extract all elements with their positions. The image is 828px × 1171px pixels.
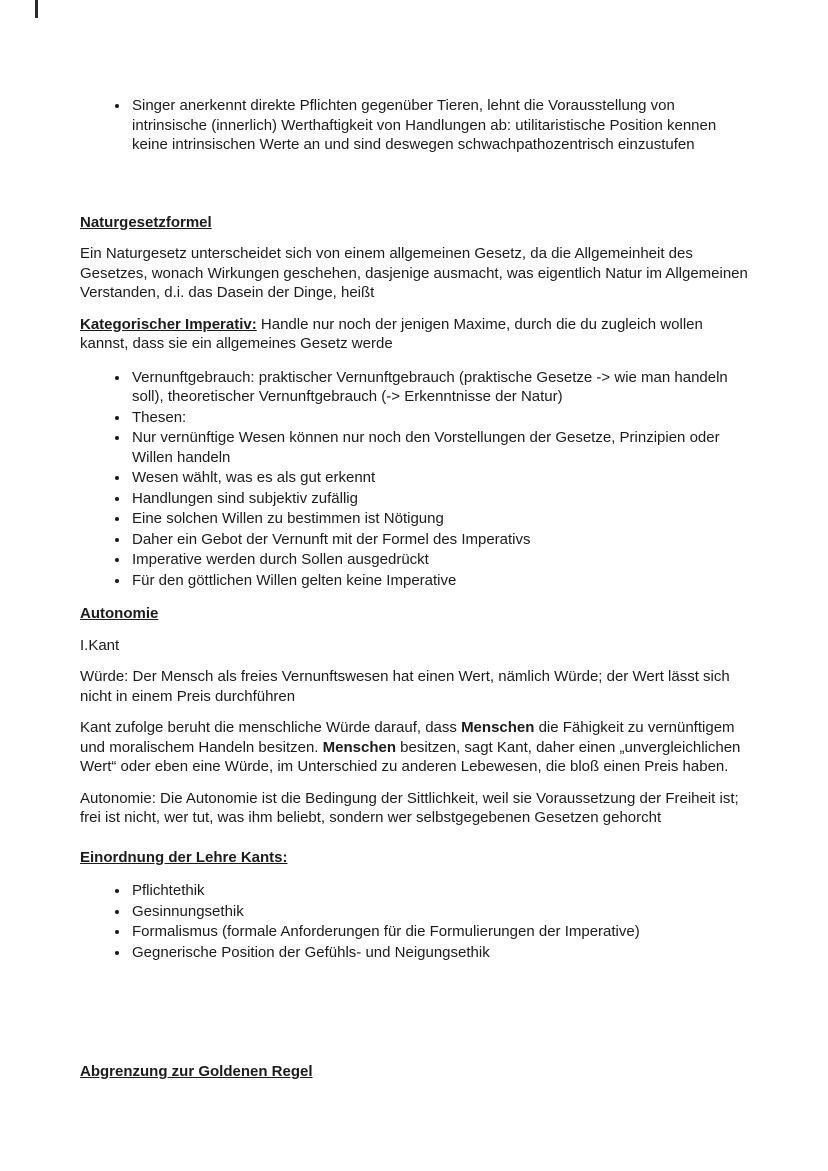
list-item: • Gegnerische Position der Gefühls- und Neigungsethik [130,943,748,963]
autonomie-author: I.Kant [80,636,120,654]
kant-zufolge-bold1: Menschen [461,719,535,736]
einordnung-bullet-list [80,881,748,962]
list-item: • Nur vernünftige Wesen können nur noch den Vorstellungen der Gesetze, Prinzipien oder Willen handeln [130,428,748,467]
list-item: • Formalismus (formale Anforderungen für die Formulierungen der Imperative) [130,922,748,942]
kategorischer-imperativ-label: Kategorischer Imperativ: [80,315,257,333]
kant-zufolge-seg2: die Fähigkeit zu vernünftigem und moralischem Handeln besitzen. [80,719,735,756]
kant-zufolge-seg3: besitzen, sagt Kant, daher einen „unvergleichlichen Wert“ oder eben eine Würde, im Unterschied zu anderen Lebewesen, die bloß einen Preis haben. [80,738,741,775]
kant-zufolge-seg1: Kant zufolge beruht die menschliche Würde darauf, dass [80,719,462,736]
list-item: • Imperative werden durch Sollen ausgedrückt [130,550,748,570]
naturgesetz-paragraph: Ein Naturgesetz unterscheidet sich von einem allgemeinen Gesetz, da die Allgemeinheit des Gesetzes, wonach Wirkungen geschehen, dasjenige ausmacht, was eigentlich Natur im Allgemeinen Verstanden, d.i. das Dasein der Dinge, heißt [80,245,748,301]
autonomie-paragraph: Autonomie: Die Autonomie ist die Bedingung der Sittlichkeit, weil sie Voraussetzung der Freiheit ist; frei ist nicht, wer tut, was ihm beliebt, sondern wer selbstgegebenen Gesetzen gehorcht [80,789,739,826]
section-heading-naturgesetzformel: Naturgesetzformel [80,213,212,231]
list-item: • Thesen: [130,408,748,428]
list-item: • Pflichtethik [130,881,748,901]
section-heading-autonomie: Autonomie [80,605,159,622]
kant-zufolge-paragraph [80,718,748,777]
list-item: • Für den göttlichen Willen gelten keine Imperative [130,571,748,591]
scan-edge-artifact [35,0,38,18]
list-item: • Gesinnungsethik [130,902,748,922]
wuerde-paragraph: Würde: Der Mensch als freies Vernunftswesen hat einen Wert, nämlich Würde; der Wert lässt sich nicht in einem Preis durchführen [80,668,730,705]
list-item: • Wesen wählt, was es als gut erkennt [130,468,748,488]
kategorischer-imperativ-text: Handle nur noch der jenigen Maxime, durch die du zugleich wollen kannst, dass sie ein allgemeines Gesetz werde [80,315,703,352]
list-item: • Vernunftgebrauch: praktischer Vernunftgebrauch (praktische Gesetze -> wie man handeln soll), theoretischer Vernunftgebrauch (-> Erkenntnisse der Natur) [130,368,748,407]
kant-zufolge-bold2: Menschen [322,738,396,756]
section-heading-einordnung: Einordnung der Lehre Kants: [80,848,288,866]
kategorischer-imperativ-bullet-list [80,368,748,591]
list-item: • Eine solchen Willen zu bestimmen ist Nötigung [130,509,748,529]
kategorischer-imperativ-paragraph [80,315,748,354]
list-item: • Daher ein Gebot der Vernunft mit der Formel des Imperativs [130,530,748,550]
intro-bullet-list [80,96,748,155]
list-item: • Singer anerkennt direkte Pflichten gegenüber Tieren, lehnt die Vorausstellung von intrinsische (innerlich) Werthaftigkeit von Handlungen ab: utilitaristische Position kennen keine intrinsischen Werte an und sind deswegen schwachpathozentrisch einzustufen [130,96,748,155]
section-heading-abgrenzung: Abgrenzung zur Goldenen Regel [80,1063,313,1080]
list-item: • Handlungen sind subjektiv zufällig [130,489,748,509]
